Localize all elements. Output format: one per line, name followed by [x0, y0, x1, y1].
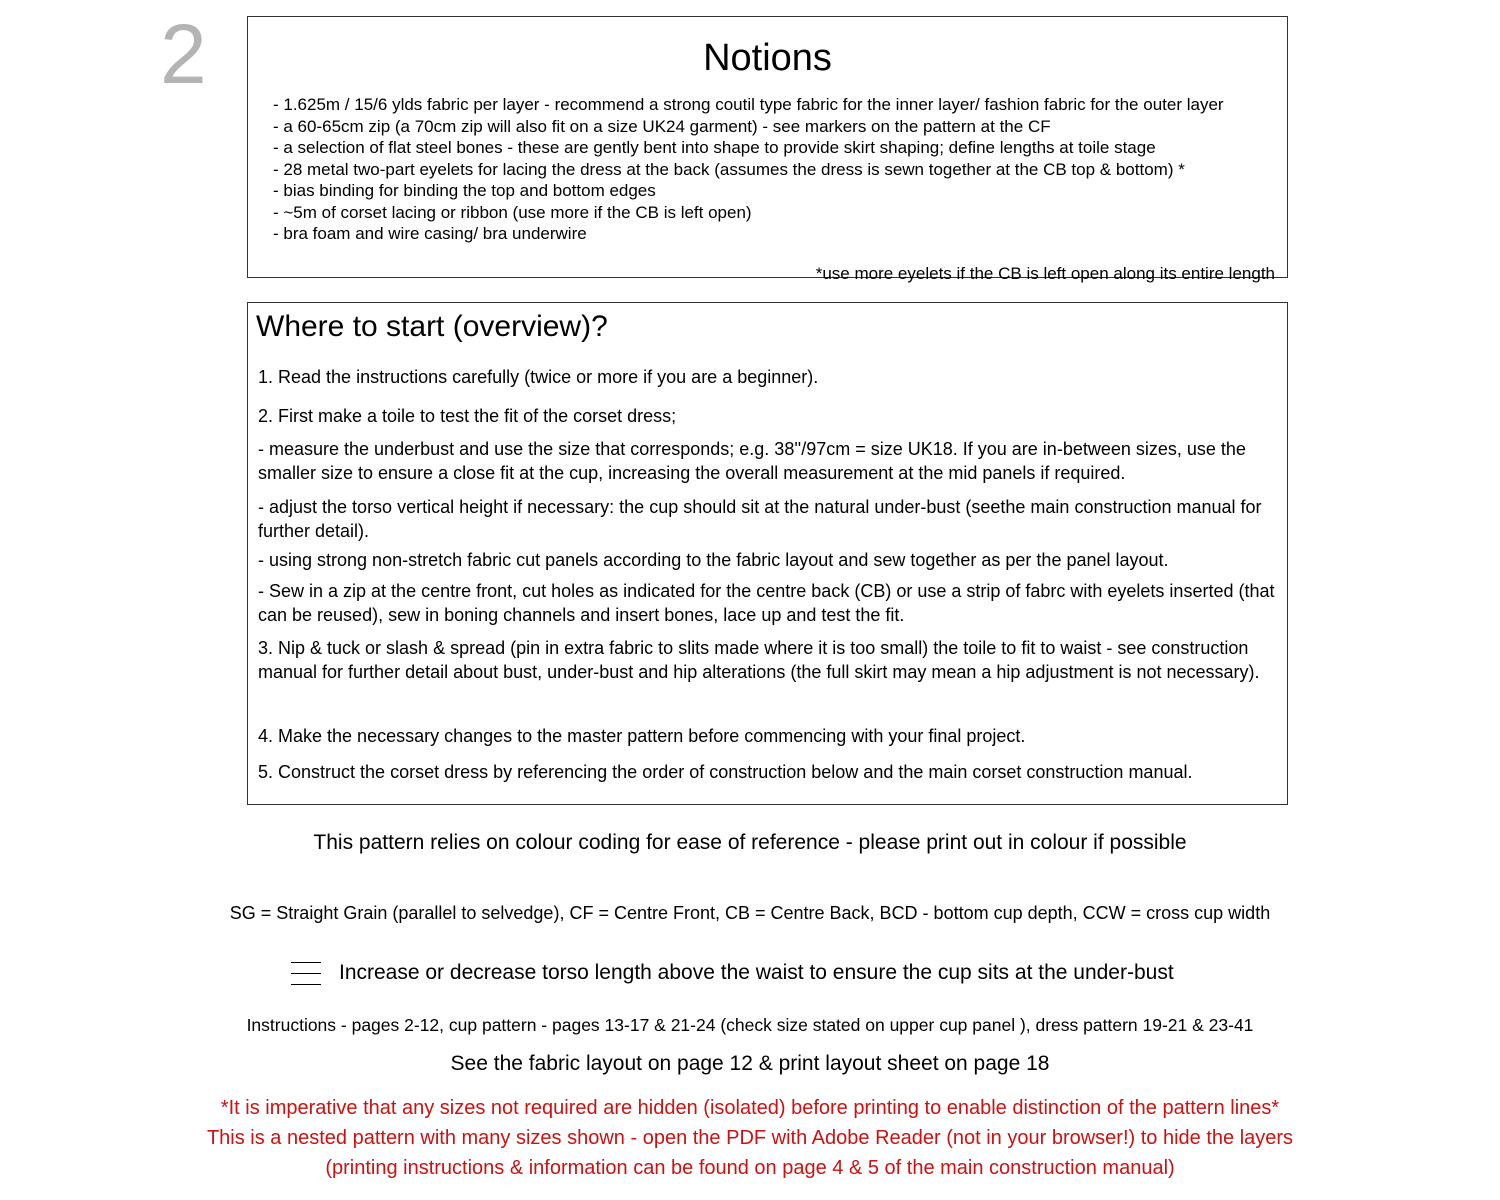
warning-line: *It is imperative that any sizes not required are hidden (isolated) before printing to enable distinction of the pattern lines* — [220, 1097, 1280, 1119]
legend-text: Increase or decrease torso length above the waist to ensure the cup sits at the under-bust — [339, 961, 1174, 984]
layout-info: See the fabric layout on page 12 & print layout sheet on page 18 — [450, 1052, 1050, 1075]
step-item: 5. Construct the corset dress by referencing the order of construction below and the main corset construction manual. — [258, 762, 1193, 782]
notions-item: - 28 metal two-part eyelets for lacing the dress at the back (assumes the dress is sewn together at the CB top & bottom) * — [273, 159, 1185, 179]
notions-footnote: *use more eyelets if the CB is left open along its entire length — [815, 264, 1275, 283]
where-to-start-title: Where to start (overview)? — [256, 310, 608, 343]
notions-item: - a 60-65cm zip (a 70cm zip will also fit on a size UK24 garment) - see markers on the pattern at the CF — [273, 116, 1051, 136]
pages-info: Instructions - pages 2-12, cup pattern - pages 13-17 & 21-24 (check size stated on upper cup panel ), dress pattern 19-21 & 23-41 — [246, 1015, 1254, 1035]
colour-note: This pattern relies on colour coding for ease of reference - please print out in colour if possible — [313, 831, 1187, 854]
notions-box — [247, 16, 1288, 283]
warning-line: This is a nested pattern with many sizes shown - open the PDF with Adobe Reader (not in your browser!) to hide the layers — [206, 1127, 1294, 1149]
step-item: - using strong non-stretch fabric cut panels according to the fabric layout and sew together as per the panel layout. — [258, 550, 1169, 570]
notions-item: - a selection of flat steel bones - these are gently bent into shape to provide skirt shaping; define lengths at toile stage — [273, 138, 1156, 157]
step-item: - Sew in a zip at the centre front, cut holes as indicated for the centre back (CB) or use a strip of fabrc with eyelets inserted (that can be reused), sew in boning channels and insert bones, lace up and test the fit. — [258, 581, 1275, 625]
step-item: 3. Nip & tuck or slash & spread (pin in extra fabric to slits made where it is too small) the toile to fit to waist - see construction manual for further detail about bust, under-bust and hip alterations (the full skirt may mean a hip adjustment is not necessary). — [258, 638, 1260, 682]
page-number: 2 — [160, 7, 207, 101]
notions-item: - ~5m of corset lacing or ribbon (use more if the CB is left open) — [273, 202, 752, 222]
step-item: - measure the underbust and use the size that corresponds; e.g. 38''/97cm = size UK18. If you are in-between sizes, use the smaller size to ensure a close fit at the cup, increasing the overall measurement at the mid panels if required. — [258, 439, 1246, 483]
notions-item: - bra foam and wire casing/ bra underwire — [273, 224, 587, 243]
notions-title: Notions — [703, 37, 832, 79]
abbreviations: SG = Straight Grain (parallel to selvedge), CF = Centre Front, CB = Centre Back, BCD - bottom cup depth, CCW = cross cup width — [229, 903, 1271, 923]
notions-list — [273, 94, 1263, 245]
step-item: 4. Make the necessary changes to the master pattern before commencing with your final project. — [258, 726, 1026, 746]
lengthen-shorten-lines-icon — [291, 962, 321, 986]
warning-line: (printing instructions & information can be found on page 4 & 5 of the main construction manual) — [325, 1157, 1175, 1179]
where-to-start-box — [247, 302, 1288, 805]
step-item: - adjust the torso vertical height if necessary: the cup should sit at the natural under-bust (seethe main construction manual for further detail). — [258, 497, 1262, 541]
step-item: 2. First make a toile to test the fit of the corset dress; — [258, 406, 677, 426]
step-item: 1. Read the instructions carefully (twice or more if you are a beginner). — [258, 367, 819, 387]
notions-item: - bias binding for binding the top and bottom edges — [273, 181, 656, 200]
notions-item: - 1.625m / 15/6 ylds fabric per layer - recommend a strong coutil type fabric for the inner layer/ fashion fabric for the outer layer — [273, 95, 1224, 114]
